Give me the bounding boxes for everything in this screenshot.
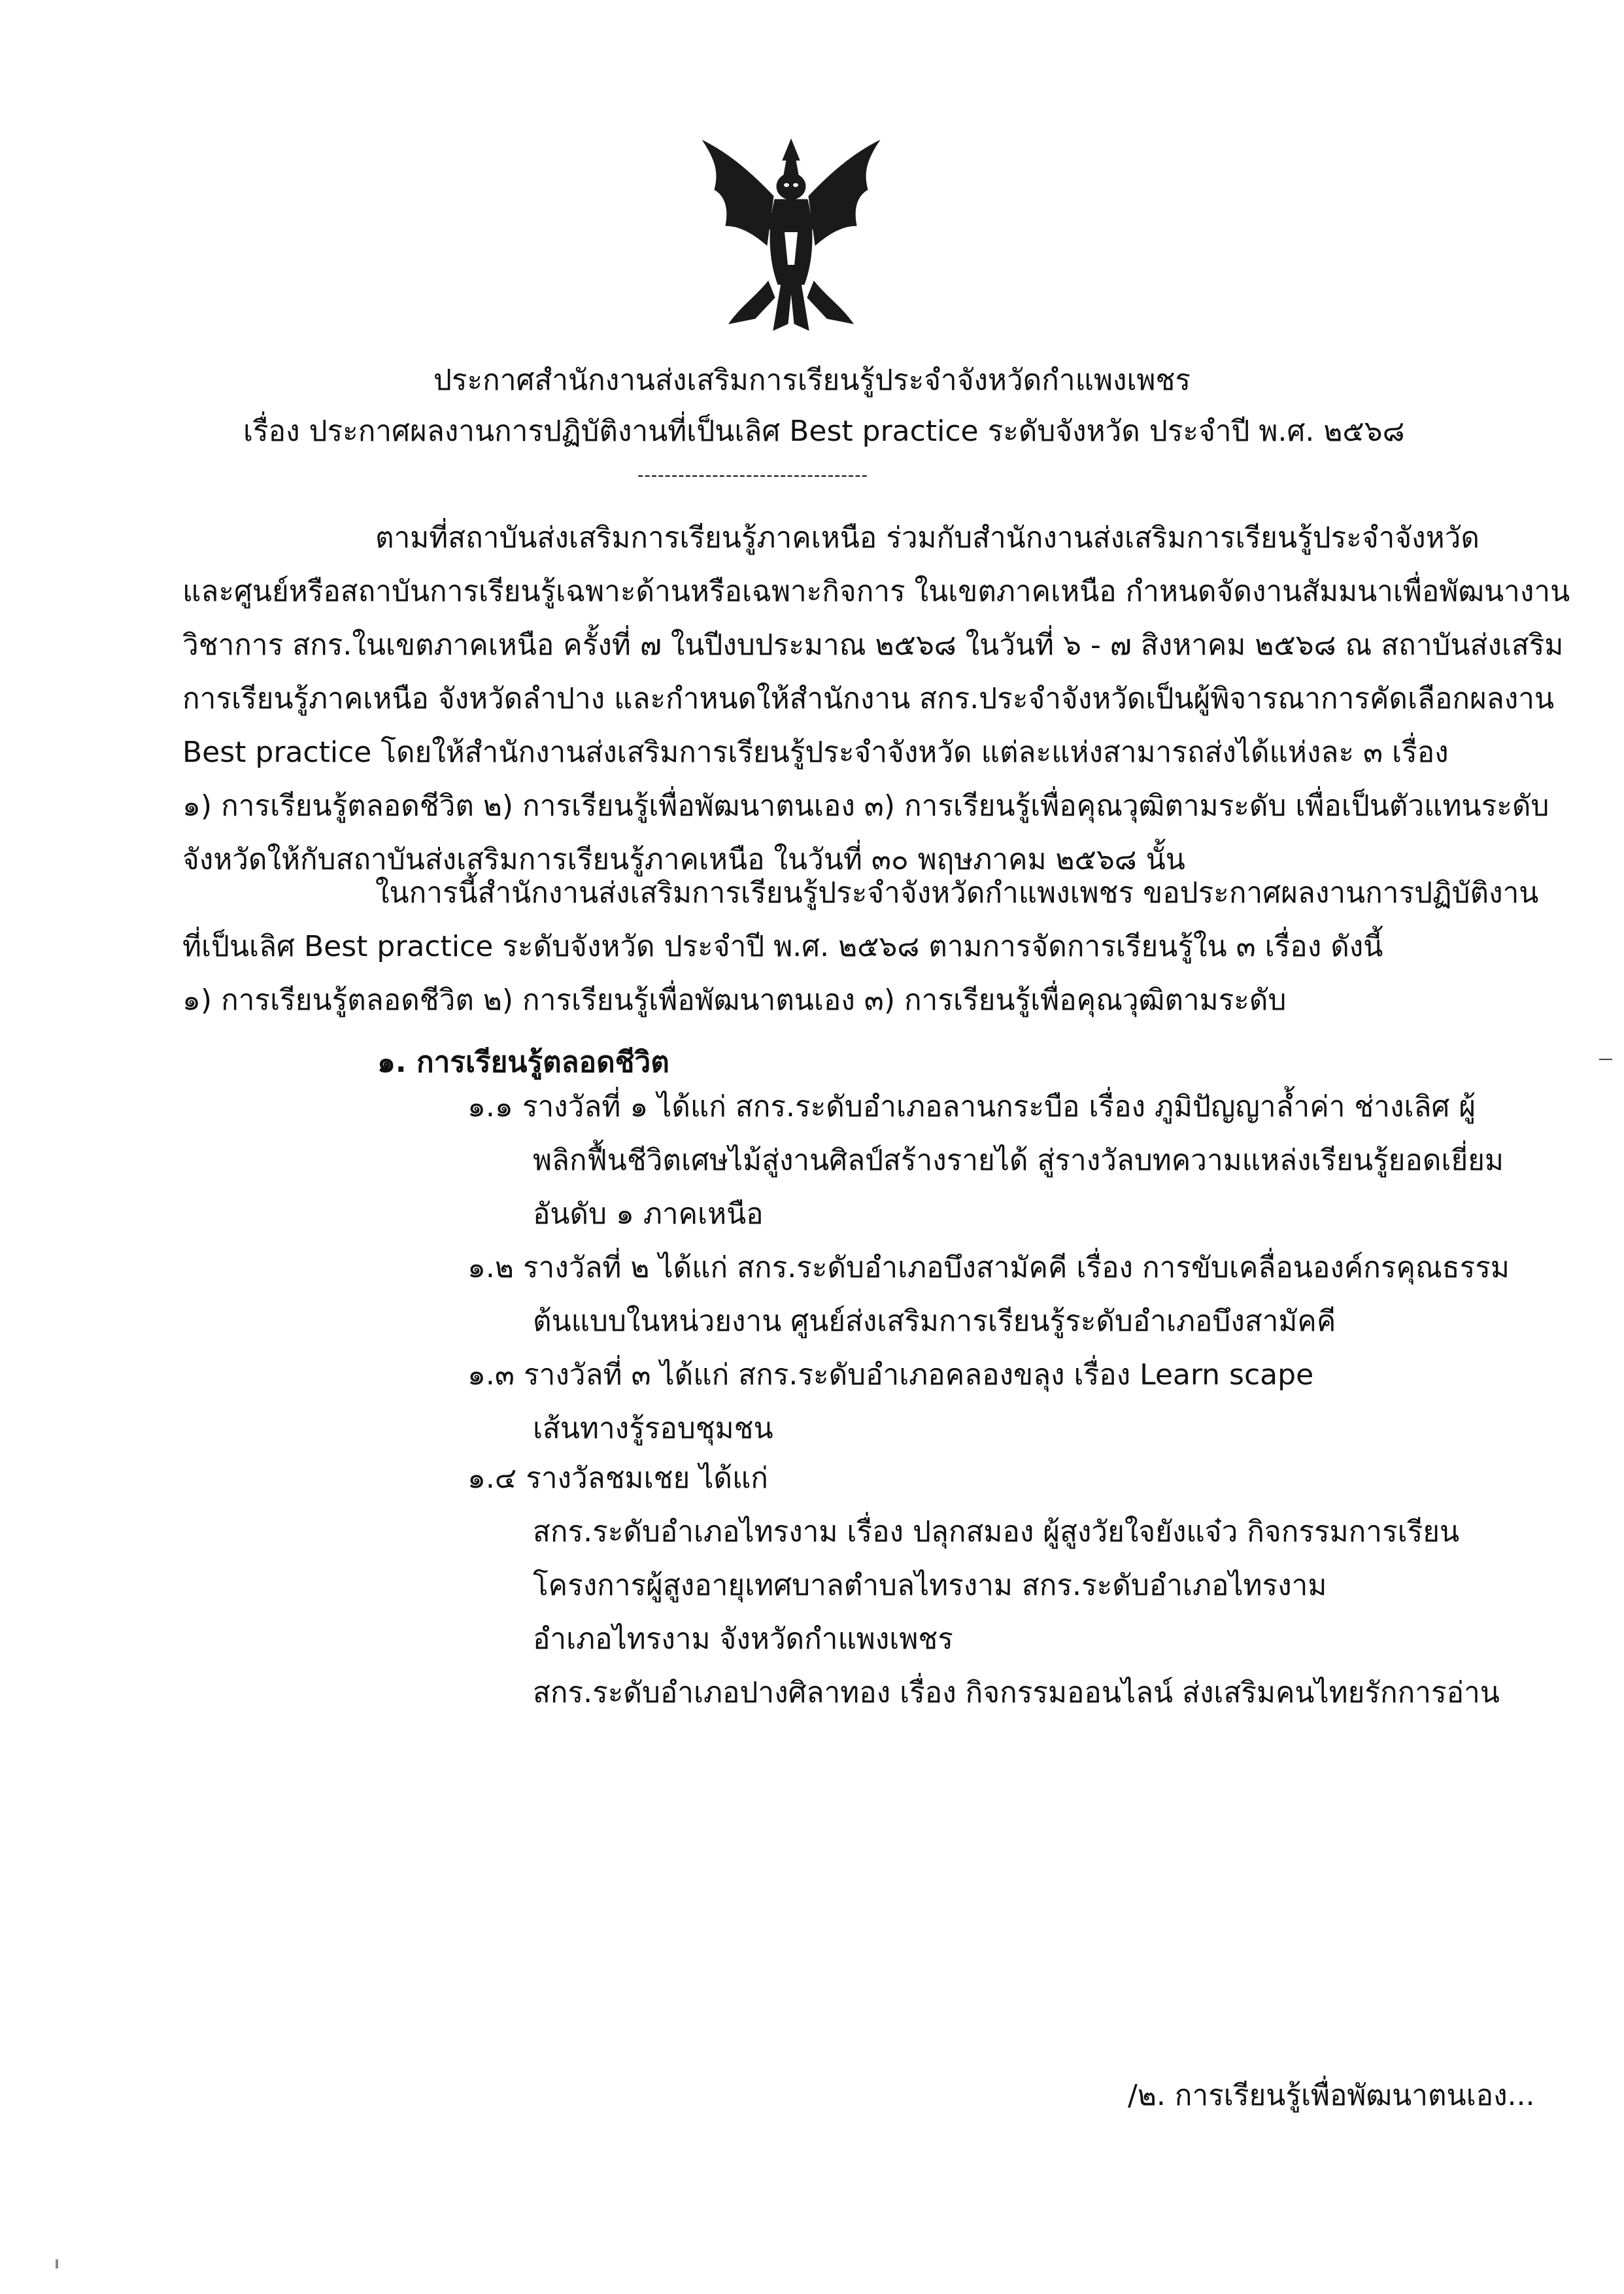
margin-mark [56,2259,58,2268]
announcement-title: ประกาศสำนักงานส่งเสริมการเรียนรู้ประจำจังหวัดกำแพงเพชร [433,364,1191,397]
paragraph-line: จังหวัดให้กับสถาบันส่งเสริมการเรียนรู้ภาคเหนือ ในวันที่ ๓๐ พฤษภาคม ๒๕๖๘ นั้น [182,843,1185,876]
award-line: โครงการผู้สูงอายุเทศบาลตำบลไทรงาม สกร.ระดับอำเภอไทรงาม [533,1569,1327,1602]
award-line: พลิกฟื้นชีวิตเศษไม้สู่งานศิลป์สร้างรายได้ สู่รางวัลบทความแหล่งเรียนรู้ยอดเยี่ยม [533,1144,1504,1177]
header-separator: ---------------------------------- [637,466,868,485]
award-line: ๑.๓ รางวัลที่ ๓ ได้แก่ สกร.ระดับอำเภอคลองขลุง เรื่อง Learn scape [467,1358,1314,1392]
award-item [467,1241,1510,1348]
award-line: ต้นแบบในหน่วยงาน ศูนย์ส่งเสริมการเรียนรู้ระดับอำเภอบึงสามัคคี [533,1305,1336,1338]
announcement-subject: เรื่อง ประกาศผลงานการปฏิบัติงานที่เป็นเลิศ Best practice ระดับจังหวัด ประจำปี พ.ศ. ๒๕๖๘ [243,415,1405,448]
award-line: สกร.ระดับอำเภอไทรงาม เรื่อง ปลุกสมอง ผู้สูงวัยใจยังแจ๋ว กิจกรรมการเรียน [533,1515,1460,1549]
paragraph-line: ตามที่สถาบันส่งเสริมการเรียนรู้ภาคเหนือ ร่วมกับสำนักงานส่งเสริมการเรียนรู้ประจำจังหวัด [375,521,1480,555]
award-line: อันดับ ๑ ภาคเหนือ [533,1197,764,1231]
paragraph-line: วิชาการ สกร.ในเขตภาคเหนือ ครั้งที่ ๗ ในปีงบประมาณ ๒๕๖๘ ในวันที่ ๖ - ๗ สิงหาคม ๒๕๖๘ ณ สถาบันส่งเสริม [182,628,1564,662]
award-line: ๑.๒ รางวัลที่ ๒ ได้แก่ สกร.ระดับอำเภอบึงสามัคคี เรื่อง การขับเคลื่อนองค์กรคุณธรรม [467,1251,1510,1284]
award-line: ๑.๔ รางวัลชมเชย ได้แก่ [467,1462,768,1495]
award-line: เส้นทางรู้รอบชุมชน [533,1412,773,1445]
award-item [467,1452,1500,1720]
paragraph-line: และศูนย์หรือสถาบันการเรียนรู้เฉพาะด้านหรือเฉพาะกิจการ ในเขตภาคเหนือ กำหนดจัดงานสัมมนาเพื่อพัฒนางาน [182,575,1570,608]
continuation-note: /๒. การเรียนรู้เพื่อพัฒนาตนเอง... [1128,2079,1535,2112]
paragraph-announcement [182,866,1539,1027]
paragraph-line: ที่เป็นเลิศ Best practice ระดับจังหวัด ประจำปี พ.ศ. ๒๕๖๘ ตามการจัดการเรียนรู้ใน ๓ เรื่อง ดังนี้ [182,930,1383,963]
paragraph-line: ๑) การเรียนรู้ตลอดชีวิต ๒) การเรียนรู้เพื่อพัฒนาตนเอง ๓) การเรียนรู้เพื่อคุณวุฒิตามระดับ [182,984,1287,1017]
paragraph-line: ในการนี้สำนักงานส่งเสริมการเรียนรู้ประจำจังหวัดกำแพงเพชร ขอประกาศผลงานการปฏิบัติงาน [375,876,1539,910]
paragraph-line: การเรียนรู้ภาคเหนือ จังหวัดลำปาง และกำหนดให้สำนักงาน สกร.ประจำจังหวัดเป็นผู้พิจารณาการคัดเลือกผลงาน [182,682,1555,715]
margin-mark [1599,1059,1612,1060]
award-line: อำเภอไทรงาม จังหวัดกำแพงเพชร [533,1622,953,1656]
paragraph-intro [182,511,1570,887]
award-line: สกร.ระดับอำเภอปางศิลาทอง เรื่อง กิจกรรมออนไลน์ ส่งเสริมคนไทยรักการอ่าน [533,1676,1500,1709]
award-item [467,1080,1504,1241]
garuda-emblem-icon [690,134,892,337]
award-line: ๑.๑ รางวัลที่ ๑ ได้แก่ สกร.ระดับอำเภอลานกระบือ เรื่อง ภูมิปัญญาล้ำค่า ช่างเลิศ ผู้ [467,1090,1476,1123]
paragraph-line: ๑) การเรียนรู้ตลอดชีวิต ๒) การเรียนรู้เพื่อพัฒนาตนเอง ๓) การเรียนรู้เพื่อคุณวุฒิตามระดับ เพื่อเป็นตัวแทนระดับ [182,789,1549,823]
paragraph-line: Best practice โดยให้สำนักงานส่งเสริมการเรียนรู้ประจำจังหวัด แต่ละแห่งสามารถส่งได้แห่งละ ๓ เรื่อง [182,736,1449,769]
award-item [467,1348,1402,1456]
section-heading: ๑. การเรียนรู้ตลอดชีวิต [377,1046,669,1079]
